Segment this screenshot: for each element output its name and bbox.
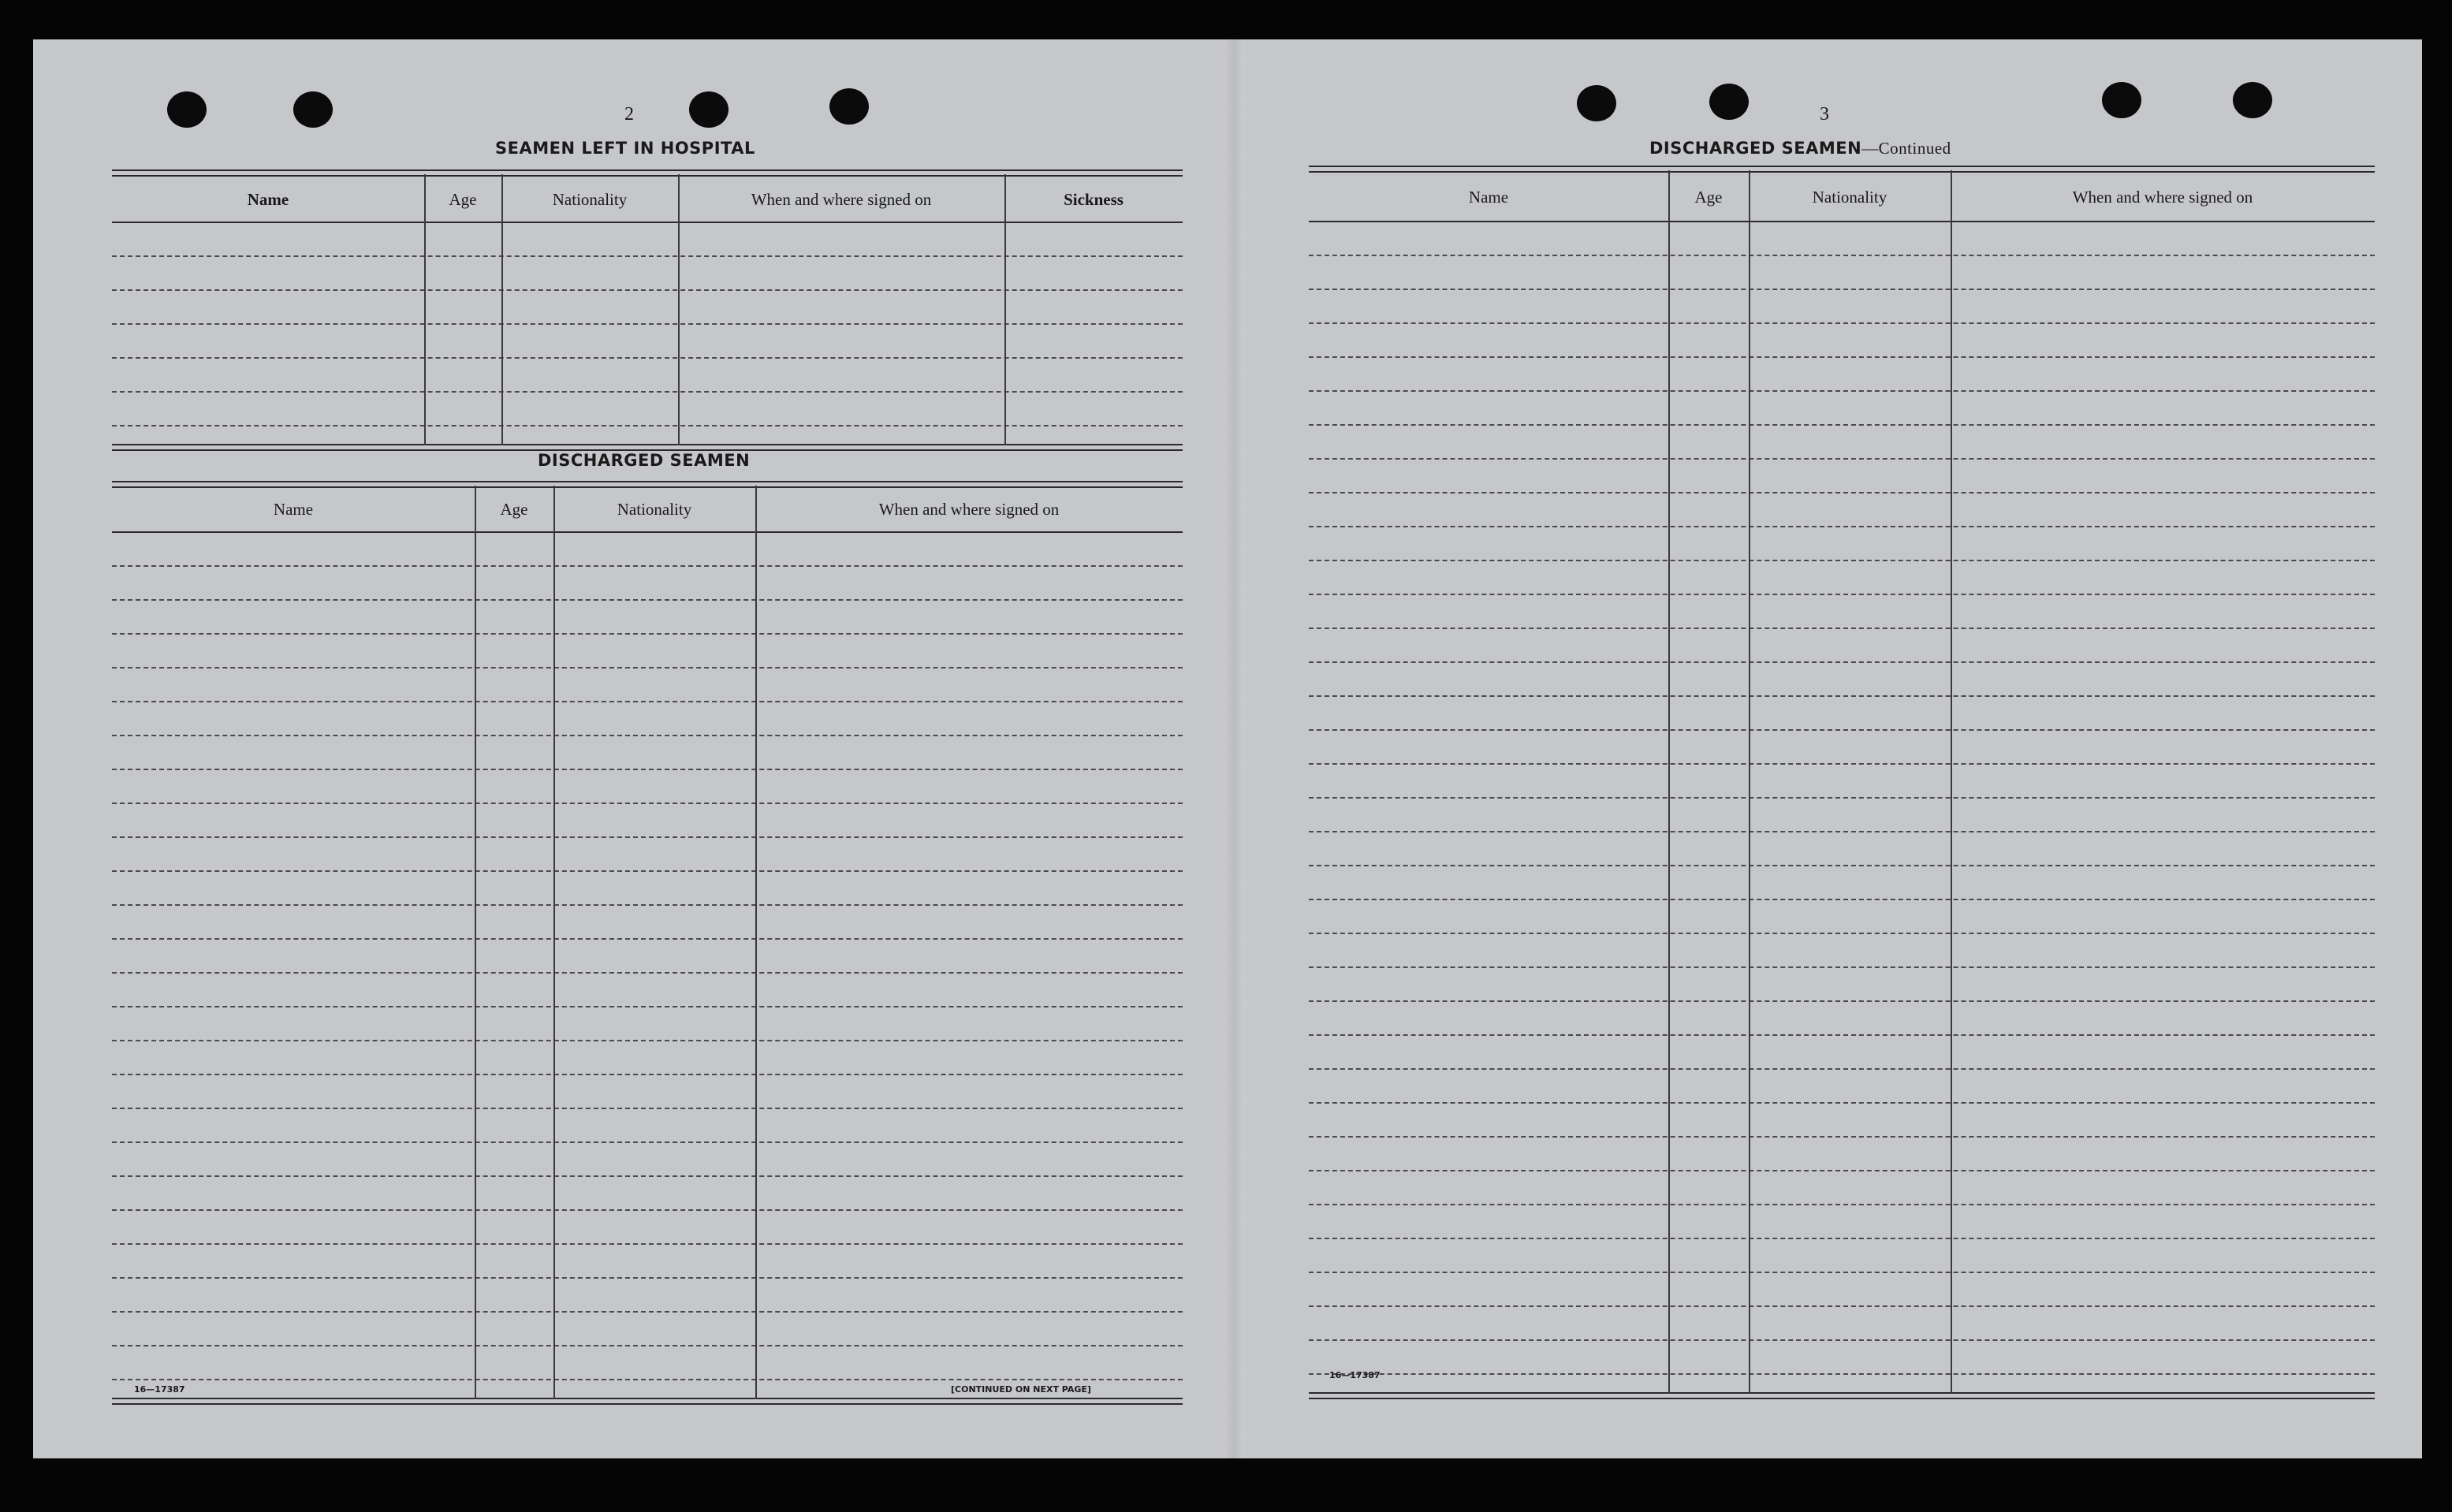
bottom-double-rule	[112, 444, 1183, 451]
punch-hole	[689, 91, 729, 128]
punch-hole	[293, 91, 333, 128]
entry-row-line	[1309, 729, 2375, 731]
entry-row-line	[1309, 526, 2375, 527]
entry-row-line	[1309, 661, 2375, 663]
column-header: Name	[273, 500, 314, 519]
punch-hole	[829, 88, 869, 125]
entry-row-line	[112, 357, 1183, 359]
entry-row-line	[1309, 492, 2375, 493]
column-divider	[678, 174, 680, 445]
entry-row-line	[1309, 865, 2375, 866]
punch-hole	[2102, 82, 2141, 118]
top-double-rule	[1309, 166, 2375, 173]
entry-row-line	[112, 391, 1183, 393]
entry-row-line	[112, 667, 1183, 668]
column-header: Age	[1694, 188, 1723, 207]
entry-row-line	[1309, 1339, 2375, 1341]
entry-row-line	[112, 904, 1183, 906]
column-divider	[1749, 170, 1750, 1394]
column-header: Age	[449, 190, 477, 209]
column-divider	[553, 486, 555, 1399]
entry-row-line	[1309, 628, 2375, 629]
column-divider	[501, 174, 503, 445]
punch-hole	[2233, 82, 2272, 118]
entry-row-line	[1309, 966, 2375, 968]
entry-row-line	[1309, 322, 2375, 324]
entry-row-line	[1309, 1000, 2375, 1002]
column-divider	[424, 174, 426, 445]
discharged-section-title-left: DISCHARGED SEAMEN	[538, 451, 751, 470]
entry-row-line	[112, 938, 1183, 940]
entry-row-line	[112, 735, 1183, 736]
entry-row-line	[112, 1108, 1183, 1109]
column-header: When and where signed on	[878, 500, 1060, 519]
continued-note: [CONTINUED ON NEXT PAGE]	[951, 1384, 1091, 1395]
entry-row-line	[1309, 1238, 2375, 1239]
entry-row-line	[1309, 424, 2375, 426]
entry-row-line	[112, 323, 1183, 325]
document-sheet	[33, 39, 2422, 1458]
entry-row-line	[112, 1345, 1183, 1346]
header-bottom-rule	[112, 222, 1183, 223]
entry-row-line	[1309, 1068, 2375, 1070]
page-number-right: 3	[1820, 104, 1829, 125]
entry-row-line	[1309, 1034, 2375, 1036]
header-bottom-rule	[1309, 221, 2375, 222]
hospital-table	[112, 169, 1183, 469]
entry-row-line	[112, 1277, 1183, 1279]
entry-row-line	[1309, 458, 2375, 460]
punch-hole	[1577, 85, 1616, 121]
entry-row-line	[1309, 763, 2375, 765]
column-divider	[755, 486, 757, 1399]
entry-row-line	[112, 599, 1183, 601]
entry-row-line	[112, 1141, 1183, 1143]
entry-row-line	[112, 425, 1183, 426]
top-double-rule	[112, 481, 1183, 488]
discharged-table-right	[1309, 166, 2375, 1413]
entry-row-line	[1309, 797, 2375, 799]
entry-row-line	[1309, 1272, 2375, 1273]
entry-row-line	[1309, 831, 2375, 832]
entry-row-line	[1309, 1136, 2375, 1138]
entry-row-line	[1309, 933, 2375, 934]
entry-row-line	[1309, 594, 2375, 595]
entry-row-line	[1309, 1102, 2375, 1104]
discharged-table-left	[112, 481, 1183, 1419]
entry-row-line	[112, 1006, 1183, 1007]
entry-row-line	[112, 769, 1183, 770]
entry-row-line	[112, 836, 1183, 838]
entry-row-line	[1309, 289, 2375, 290]
entry-row-line	[112, 633, 1183, 635]
column-header: Nationality	[552, 190, 628, 209]
entry-row-line	[112, 1209, 1183, 1211]
entry-row-line	[112, 1040, 1183, 1041]
entry-row-line	[112, 1175, 1183, 1177]
entry-row-line	[1309, 356, 2375, 358]
page-number-left: 2	[624, 104, 634, 125]
entry-row-line	[1309, 390, 2375, 392]
column-header: Nationality	[617, 500, 692, 519]
column-divider	[1668, 170, 1670, 1394]
column-divider	[1004, 174, 1006, 445]
entry-row-line	[1309, 1305, 2375, 1307]
column-header: Age	[500, 500, 528, 519]
entry-row-line	[112, 803, 1183, 804]
header-bottom-rule	[112, 531, 1183, 533]
column-header: Name	[1468, 188, 1509, 207]
entry-row-line	[112, 1379, 1183, 1380]
entry-row-line	[112, 289, 1183, 291]
form-number-left: 16—17387	[134, 1384, 185, 1395]
bottom-double-rule	[1309, 1392, 2375, 1399]
entry-row-line	[112, 1243, 1183, 1245]
column-header: Nationality	[1812, 188, 1887, 207]
entry-row-line	[1309, 255, 2375, 256]
entry-row-line	[112, 565, 1183, 567]
form-number-right: 16—17387	[1329, 1370, 1381, 1380]
discharged-title-suffix: —Continued	[1861, 139, 1951, 158]
column-header: Name	[247, 190, 289, 209]
entry-row-line	[112, 1074, 1183, 1075]
entry-row-line	[1309, 560, 2375, 561]
column-divider	[1951, 170, 1952, 1394]
punch-hole	[1709, 84, 1749, 120]
column-divider	[475, 486, 476, 1399]
entry-row-line	[112, 255, 1183, 257]
hospital-section-title: SEAMEN LEFT IN HOSPITAL	[495, 139, 755, 158]
discharged-section-title-right	[1649, 139, 1951, 158]
column-header: Sickness	[1064, 190, 1124, 209]
entry-row-line	[1309, 695, 2375, 697]
entry-row-line	[112, 701, 1183, 702]
punch-hole	[167, 91, 207, 128]
entry-row-line	[1309, 1204, 2375, 1205]
entry-row-line	[1309, 1170, 2375, 1171]
top-double-rule	[112, 169, 1183, 177]
bottom-double-rule	[112, 1398, 1183, 1405]
entry-row-line	[112, 972, 1183, 974]
entry-row-line	[1309, 899, 2375, 900]
entry-row-line	[112, 1311, 1183, 1313]
discharged-title-main: DISCHARGED SEAMEN	[1649, 139, 1862, 158]
entry-row-line	[112, 870, 1183, 872]
center-fold	[1225, 39, 1252, 1458]
column-header: When and where signed on	[2072, 188, 2253, 207]
entry-row-line	[1309, 1373, 2375, 1375]
column-header: When and where signed on	[751, 190, 932, 209]
